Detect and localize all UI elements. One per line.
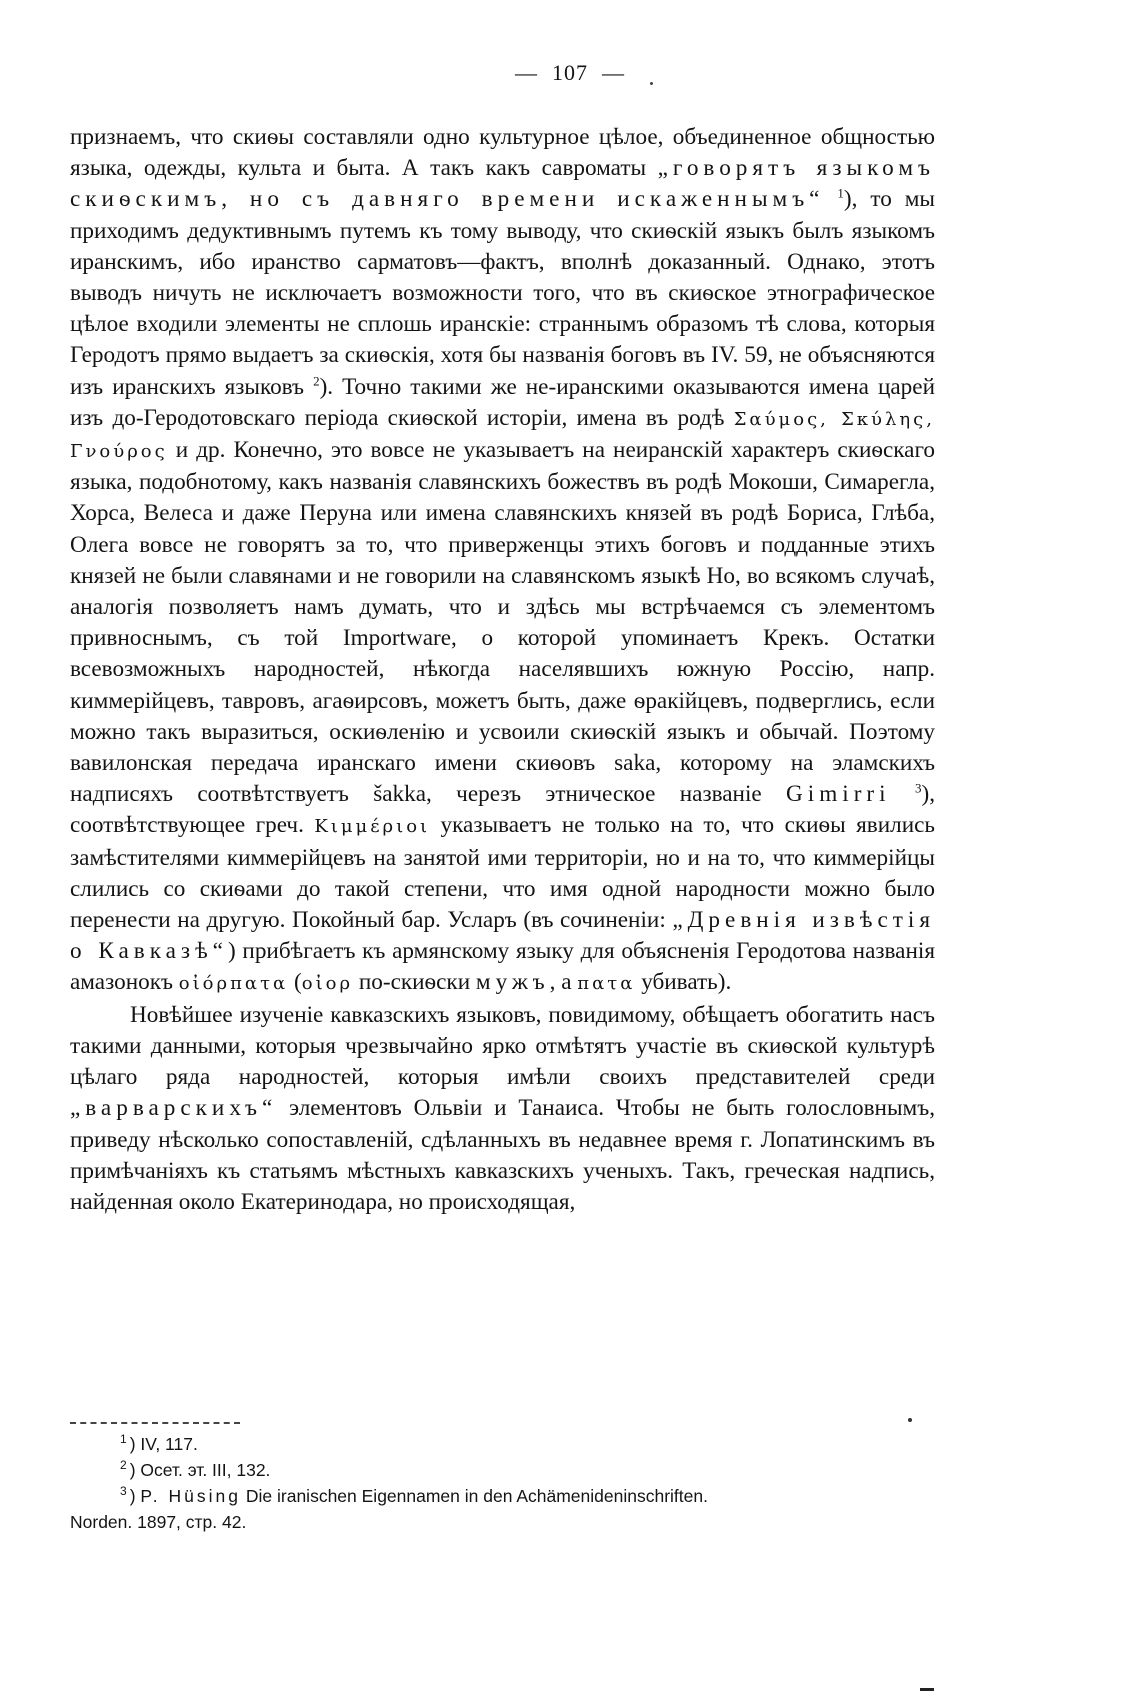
text-run	[891, 781, 915, 807]
spaced-text: „говорятъ языкомъ скиѳскимъ, но съ давняго времени искаженнымъ“	[70, 155, 935, 213]
text-run: ) прибѣгаетъ къ армянскому языку для объясненія Геродотова названія амазонокъ	[70, 938, 935, 996]
text-run: ), то мы приходимъ дедуктивнымъ путемъ къ тому выводу, что скиѳскій языкъ былъ языкомъ иранскимъ, ибо иранство сарматовъ—фактъ, вполнѣ доказанный. Однако, этотъ выводъ ничуть не исключаетъ возможности того, что въ скиѳское этнографическое цѣлое входили элементы не сплошь иранскіе: страннымъ образомъ тѣ слова, которыя Геродотъ прямо выдаетъ за скиѳскія, хотя бы названія боговъ въ IV. 59, не объясняются изъ иранскихъ языковъ	[70, 186, 935, 400]
footnote-mark: 2	[120, 1458, 127, 1473]
greek-text: οἰόρπατα	[178, 973, 289, 995]
paragraph-1	[70, 122, 935, 1000]
footnote-2: $^2$ ) Осет. эт. III, 132.	[120, 1458, 271, 1480]
text-run: (	[288, 969, 302, 996]
footnote-author: P. Hüsing	[140, 1486, 242, 1506]
footnote-text: Norden. 1897, стр. 42.	[70, 1512, 247, 1532]
print-mark	[920, 1688, 934, 1691]
greek-text: Κιμμέριοι	[314, 816, 431, 838]
spaced-text: „Древнія извѣстія о Кавказѣ“	[70, 907, 935, 965]
text-run: и др. Конечно, это вовсе не указываетъ на неиранскій характеръ скиѳскаго языка, подобнотому, какъ названія славянскихъ божествъ въ родѣ Мокоши, Симарегла, Хорса, Велеса и даже Перуна или имена славянскихъ князей въ родѣ Бориса, Глѣба, Олега вовсе не говорятъ за то, что приверженцы этихъ боговъ и подданные этихъ князей не были славянами и не говорили на славянскомъ языкѣ Но, во всякомъ случаѣ, аналогія позволяетъ намъ думать, что и здѣсь мы встрѣчаемся съ элементомъ привноснымъ, съ той Importware, о которой упоминаетъ Крекъ. Остатки всевозможныхъ народностей, нѣкогда населявшихъ южную Россію, напр. киммерійцевъ, тавровъ, агаѳирсовъ, можетъ быть, даже ѳракійцевъ, подверглись, если можно такъ выразиться, оскиѳленію и усвоили скиѳскій языкъ и обычай. Поэтому вавилонская передача иранскаго имени скиѳовъ saka, которому на эламскихъ надписяхъ соотвѣтствуетъ šakka, черезъ этническое названіе	[70, 437, 935, 808]
text-run: убивать).	[635, 969, 732, 996]
footnote-ref: 2	[313, 372, 320, 388]
text-run: признаемъ, что скиѳы составляли одно культурное цѣлое, объединенное общностью языка, одежды, культа и быта. А такъ какъ савроматы	[70, 124, 935, 182]
footnote-mark: 1	[120, 1432, 127, 1447]
text-run: ). Точно такими же не-иранскими оказываются имена царей изъ до-Геродотовскаго періода скиѳской исторіи, имена въ родѣ	[70, 373, 935, 431]
text-run: , а	[549, 969, 578, 996]
footnote-text: Осет. эт. III, 132.	[140, 1460, 271, 1480]
footnotes	[70, 1431, 940, 1535]
footnote-1: $^1$ ) IV, 117.	[120, 1432, 198, 1454]
footnote-ref: 1	[837, 185, 844, 201]
text-run: элементовъ Ольвіи и Танаиса. Чтобы не быть голословнымъ, приведу нѣсколько сопоставленій, сдѣланныхъ въ недавнее время г. Лопатинскимъ въ примѣчаніяхъ къ статьямъ мѣстныхъ кавказскихъ ученыхъ. Такъ, греческая надпись, найденная около Екатеринодара, но происходящая,	[70, 1095, 935, 1215]
greek-text: πατα	[577, 973, 636, 995]
text-run	[824, 186, 837, 212]
page-number-value: 107	[552, 60, 588, 85]
text-run: указываетъ не только на то, что скиѳы явились замѣстителями киммерійцевъ на занятой ими территоріи, но и на то, что киммерійцы слились со скиѳами до такой степени, что имя одной народности можно было перенести на другую. Покойный бар. Усларъ (въ сочиненіи:	[70, 812, 935, 934]
footnote-ref: 3	[914, 780, 922, 796]
footnote-3: $^3$ ) P. Hüsing Die iranischen Eigennamen in den Achämenideninschriften.	[120, 1484, 708, 1506]
footnote-mark: 3	[120, 1484, 127, 1499]
page-number-dash-right: —	[602, 60, 625, 85]
page-number	[0, 60, 1140, 86]
text-run: по-скиѳски	[353, 969, 476, 996]
footnote-separator	[70, 1422, 240, 1424]
paragraph-2	[70, 1000, 935, 1218]
text-run: ), соотвѣтствующее греч.	[70, 781, 935, 839]
footnote-text: Die iranischen Eigennamen in den Achämenideninschriften.	[241, 1486, 708, 1506]
spaced-text: мужъ	[475, 969, 550, 996]
body-text	[70, 122, 935, 1218]
footnote-3-continued	[70, 1509, 940, 1535]
greek-text: οἰορ	[301, 973, 354, 995]
greek-text: Σαύμος, Σκύλης, Γνούρος	[70, 408, 935, 463]
page-number-dash-left: —	[515, 60, 538, 85]
text-run: Новѣйшее изученіе кавказскихъ языковъ, повидимому, обѣщаетъ обогатить насъ такими данными, которыя чрезвычайно ярко отмѣтятъ участіе въ скиѳской культурѣ цѣлаго ряда народностей, которыя имѣли своихъ представителей среди	[70, 1001, 935, 1091]
footnote-text: IV, 117.	[140, 1434, 198, 1454]
spaced-text: „варварскихъ“	[70, 1095, 278, 1122]
print-speck	[908, 1418, 912, 1422]
spaced-text: Gimirri	[786, 781, 891, 808]
